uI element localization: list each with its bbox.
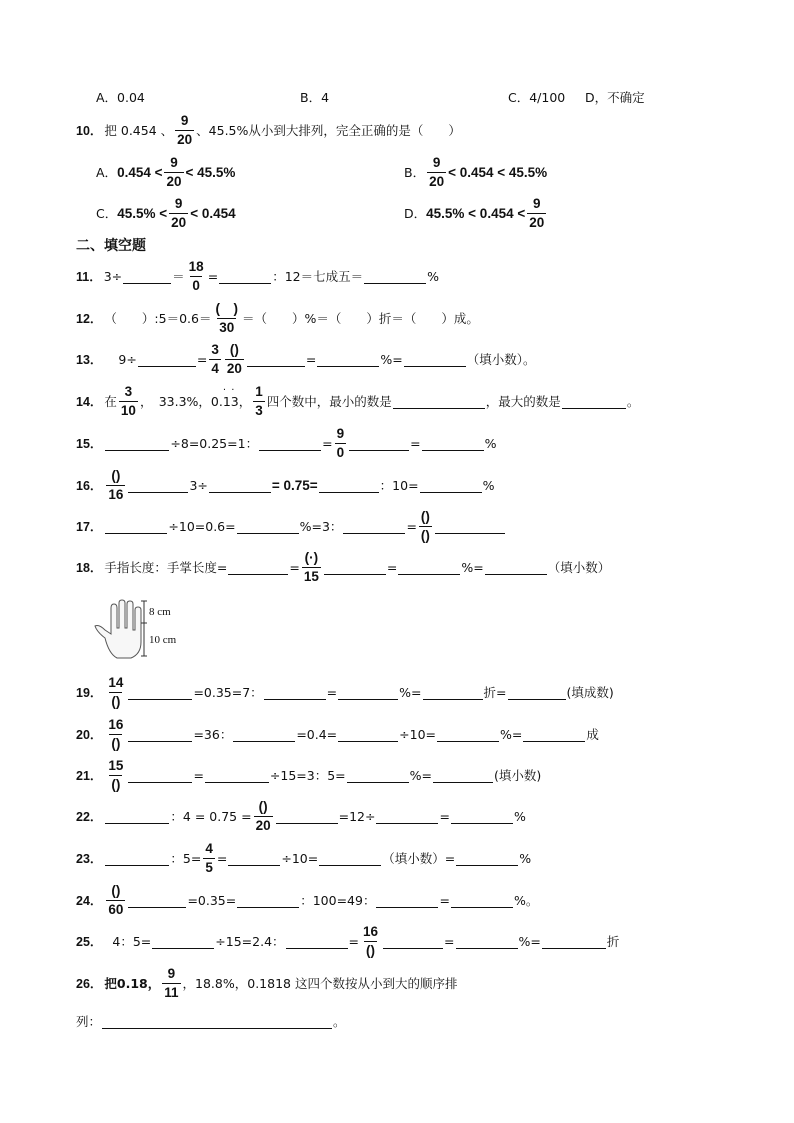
q10-option-b: B． $\frac{9}{20}$ < 0.454 < 45.5% <box>404 155 548 189</box>
question-11: 11． 3÷ ＝ $\frac{18}{0}$ = ：12＝七成五＝ % <box>76 259 439 293</box>
question-number: 10． <box>76 124 103 138</box>
answer-blank[interactable] <box>404 352 466 367</box>
answer-blank[interactable] <box>102 1014 332 1029</box>
answer-blank[interactable] <box>247 352 305 367</box>
answer-blank[interactable] <box>276 809 338 824</box>
answer-blank[interactable] <box>128 685 192 700</box>
answer-blank[interactable] <box>205 768 269 783</box>
question-18: 18． 手指长度：手掌长度= = $\frac{(\cdot)}{15}$ = %= （填小数） <box>76 550 611 584</box>
answer-blank[interactable] <box>523 727 585 742</box>
answer-blank[interactable] <box>349 436 409 451</box>
answer-blank[interactable] <box>105 851 169 866</box>
hand-icon <box>93 598 193 662</box>
q10-option-d: D． 45.5% < 0.454 < $\frac{9}{20}$ <box>404 196 545 230</box>
answer-blank[interactable] <box>128 727 192 742</box>
answer-blank[interactable] <box>319 478 379 493</box>
answer-blank[interactable] <box>437 727 499 742</box>
q9-option-a: A．0.04 <box>96 90 145 105</box>
answer-blank[interactable] <box>343 519 405 534</box>
question-20: 20． $\frac{16}{()}$ =36： =0.4= ÷10= %= 成 <box>76 717 599 751</box>
q10-text-post: 、45.5%从小到大排列，完全正确的是（ ） <box>196 123 461 138</box>
answer-blank[interactable] <box>128 478 188 493</box>
question-13: 13． 9÷ = $\frac{3}{4}$ $\frac{()}{20}$ = %= （填小数）。 <box>76 342 536 376</box>
answer-blank[interactable] <box>237 519 299 534</box>
answer-blank[interactable] <box>237 893 299 908</box>
answer-blank[interactable] <box>376 809 438 824</box>
q9-option-c: C．4/100 <box>508 90 566 105</box>
answer-blank[interactable] <box>324 560 386 575</box>
q10-option-c: C． 45.5% < $\frac{9}{20}$ < 0.454 <box>96 196 236 230</box>
answer-blank[interactable] <box>219 269 271 284</box>
answer-blank[interactable] <box>105 519 167 534</box>
question-12: 12． （ ）:5＝0.6＝ $\frac{( )}{30}$ ＝（ ）%＝（ ）折＝（ ）成。 <box>76 301 479 335</box>
palm-length-label: 10 cm <box>149 634 177 646</box>
question-14: 14． 在 $\frac{3}{10}$ ， 33.3%，0. · · 13 ， $\frac{1}{3}$ 四个数中，最小的数是 ，最大的数是 。 <box>76 381 754 421</box>
answer-blank[interactable] <box>456 851 518 866</box>
question-21: 21． $\frac{15}{()}$ = ÷15=3：5= %= (填小数) <box>76 758 542 792</box>
answer-blank[interactable] <box>338 685 398 700</box>
answer-blank[interactable] <box>338 727 398 742</box>
answer-blank[interactable] <box>347 768 409 783</box>
answer-blank[interactable] <box>376 893 438 908</box>
question-17: 17． ÷10=0.6= %=3： = $\frac{()}{()}$ <box>76 506 754 546</box>
answer-blank[interactable] <box>422 436 484 451</box>
answer-blank[interactable] <box>105 809 169 824</box>
answer-blank[interactable] <box>456 934 518 949</box>
answer-blank[interactable] <box>128 768 192 783</box>
answer-blank[interactable] <box>451 809 513 824</box>
answer-blank[interactable] <box>264 685 326 700</box>
question-26-answer-line: 列： 。 <box>76 1014 346 1029</box>
question-15: 15． ÷8=0.25=1： = $\frac{9}{0}$ = % <box>76 426 497 460</box>
hand-figure <box>93 598 193 662</box>
answer-blank[interactable] <box>435 519 505 534</box>
answer-blank[interactable] <box>286 934 348 949</box>
question-22: 22． ：4 = 0.75 = $\frac{()}{20}$ =12÷ = % <box>76 799 526 833</box>
answer-blank[interactable] <box>152 934 214 949</box>
answer-blank[interactable] <box>138 352 196 367</box>
answer-blank[interactable] <box>393 394 485 409</box>
q9-option-d: D，不确定 <box>585 90 645 105</box>
question-16: 16． $\frac{()}{16}$ 3÷ = 0.75= ：10= % <box>76 468 495 502</box>
q9-option-b: B．4 <box>300 90 330 105</box>
answer-blank[interactable] <box>209 478 271 493</box>
answer-blank[interactable] <box>562 394 626 409</box>
answer-blank[interactable] <box>123 269 171 284</box>
finger-length-label: 8 cm <box>149 606 171 618</box>
answer-blank[interactable] <box>383 934 443 949</box>
answer-blank[interactable] <box>228 851 280 866</box>
question-26: 26． 把0.18， $\frac{9}{11}$ ，18.8%，0.1818 这四个数按从小到大的顺序排 <box>76 966 458 1000</box>
section-title: 二、填空题 <box>76 238 146 254</box>
q10-option-a: A． 0.454 < $\frac{9}{20}$ < 45.5% <box>96 155 236 189</box>
answer-blank[interactable] <box>542 934 606 949</box>
question-25: 25． 4：5= ÷15=2.4： = $\frac{16}{()}$ = %= 折 <box>76 924 620 958</box>
answer-blank[interactable] <box>317 352 379 367</box>
answer-blank[interactable] <box>364 269 426 284</box>
answer-blank[interactable] <box>420 478 482 493</box>
question-10 <box>76 110 754 150</box>
answer-blank[interactable] <box>228 560 288 575</box>
answer-blank[interactable] <box>485 560 547 575</box>
fraction: $\frac{9}{20}$ <box>177 113 193 147</box>
answer-blank[interactable] <box>451 893 513 908</box>
answer-blank[interactable] <box>259 436 321 451</box>
answer-blank[interactable] <box>128 893 186 908</box>
question-19: 19． $\frac{14}{()}$ =0.35=7： = %= 折= (填成数) <box>76 675 614 709</box>
q10-text-pre: 把 0.454 、 <box>104 123 174 138</box>
answer-blank[interactable] <box>105 436 169 451</box>
question-24: 24． $\frac{()}{60}$ =0.35= ：100=49： = %。 <box>76 883 539 917</box>
question-23: 23． ：5= $\frac{4}{5}$ = ÷10= （填小数）= % <box>76 841 532 875</box>
answer-blank[interactable] <box>423 685 483 700</box>
answer-blank[interactable] <box>508 685 566 700</box>
answer-blank[interactable] <box>319 851 381 866</box>
answer-blank[interactable] <box>433 768 493 783</box>
answer-blank[interactable] <box>233 727 295 742</box>
answer-blank[interactable] <box>398 560 460 575</box>
